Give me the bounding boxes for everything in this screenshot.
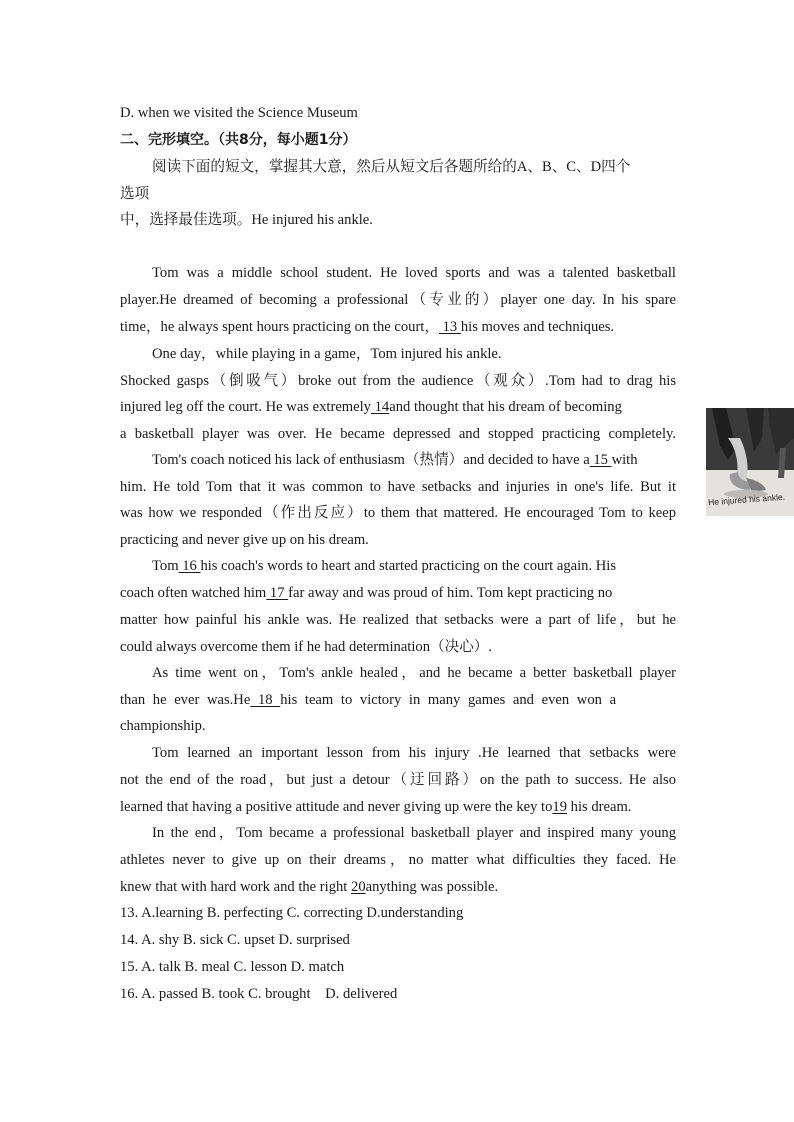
passage-line: Tom was a middle school student. He loved sports and was a talented basketball: [152, 265, 676, 281]
text-segment: knew that with hard work and the right: [120, 879, 352, 895]
passage-line: was how we responded（作出反应）to them that mattered. He encouraged Tom to keep: [120, 505, 676, 521]
text-segment: his moves and techniques.: [460, 319, 615, 335]
passage-line: player.He dreamed of becoming a professional（专业的）player one day. In his spare: [120, 292, 676, 308]
passage-line: could always overcome them if he had determination（决心）.: [120, 639, 493, 655]
option-d-line: D. when we visited the Science Museum: [120, 105, 358, 121]
passage-line: [120, 398, 676, 416]
passage-line: not the end of the road，but just a detour（迂回路）on the path to success. He also: [120, 772, 676, 788]
passage-line: [120, 318, 676, 336]
text-segment: and thought that his dream of becoming: [389, 399, 622, 415]
passage-line: matter how painful his ankle was. He realized that setbacks were a part of life，but he: [120, 612, 676, 628]
passage-line: athletes never to give up on their dreams，no matter what difficulties they faced. He: [120, 852, 676, 868]
instruction-line-2: 选项: [120, 186, 150, 202]
blank-20: 20: [351, 879, 366, 895]
passage-line: practicing and never give up on his dream.: [120, 532, 369, 548]
ankle-injury-photo: [706, 408, 794, 516]
text-segment: with: [611, 452, 638, 468]
question-16: 16. A. passed B. took C. brought D. delivered: [120, 986, 398, 1002]
text-segment: time，he always spent hours practicing on the court，: [120, 319, 439, 335]
instruction-line-1: 阅读下面的短文，掌握其大意，然后从短文后各题所给的A、B、C、D四个: [152, 159, 631, 175]
passage-line: [120, 878, 676, 896]
question-13: 13. A.learning B. perfecting C. correcting D.understanding: [120, 905, 464, 921]
text-segment: his dream.: [567, 799, 632, 815]
passage-line: Tom learned an important lesson from his injury .He learned that setbacks were: [152, 745, 676, 761]
text-segment: Tom: [152, 558, 179, 574]
blank-14: 14: [370, 399, 390, 415]
text-segment: than he ever was.He: [120, 692, 251, 708]
text-segment: far away and was proud of him. Tom kept practicing no: [288, 585, 613, 601]
passage-line: Shocked gasps（倒吸气）broke out from the audience（观众）.Tom had to drag his: [120, 373, 676, 389]
question-14: 14. A. shy B. sick C. upset D. surprised: [120, 932, 350, 948]
text-segment: learned that having a positive attitude and never giving up were the key to: [120, 799, 553, 815]
passage-line: As time went on，Tom's ankle healed，and he became a better basketball player: [152, 665, 676, 681]
text-segment: injured leg off the court. He was extremely: [120, 399, 371, 415]
text-segment: Tom's coach noticed his lack of enthusiasm（热情）and decided to have a: [152, 452, 590, 468]
blank-19: 19: [552, 799, 567, 815]
blank-17: 17: [266, 585, 289, 601]
photo-caption: He injured his ankle.: [707, 491, 786, 508]
passage-line: [120, 584, 676, 602]
text-segment: his coach's words to heart and started practicing on the court again. His: [200, 558, 617, 574]
passage-line: One day，while playing in a game，Tom injured his ankle.: [152, 346, 502, 362]
passage-line: him. He told Tom that it was common to have setbacks and injuries in one's life. But it: [120, 479, 676, 495]
question-15: 15. A. talk B. meal C. lesson D. match: [120, 959, 345, 975]
passage-line: [152, 451, 676, 469]
section-title: 二、完形填空。（共8分，每小题1分）: [120, 132, 357, 148]
instruction-line-3: 中，选择最佳选项。He injured his ankle.: [120, 212, 373, 228]
blank-15: 15: [589, 452, 612, 468]
passage-line: a basketball player was over. He became depressed and stopped practicing completely.: [120, 426, 676, 442]
blank-13: 13: [438, 319, 461, 335]
blank-16: 16: [178, 558, 201, 574]
passage-line: In the end，Tom became a professional basketball player and inspired many young: [152, 825, 676, 841]
passage-line: [120, 798, 676, 816]
text-segment: his team to victory in many games and even won a: [280, 692, 617, 708]
passage-line: championship.: [120, 718, 206, 734]
passage-line: [120, 691, 676, 709]
text-segment: coach often watched him: [120, 585, 267, 601]
text-segment: anything was possible.: [365, 879, 499, 895]
passage-line: [152, 557, 676, 575]
blank-18: 18: [250, 692, 281, 708]
